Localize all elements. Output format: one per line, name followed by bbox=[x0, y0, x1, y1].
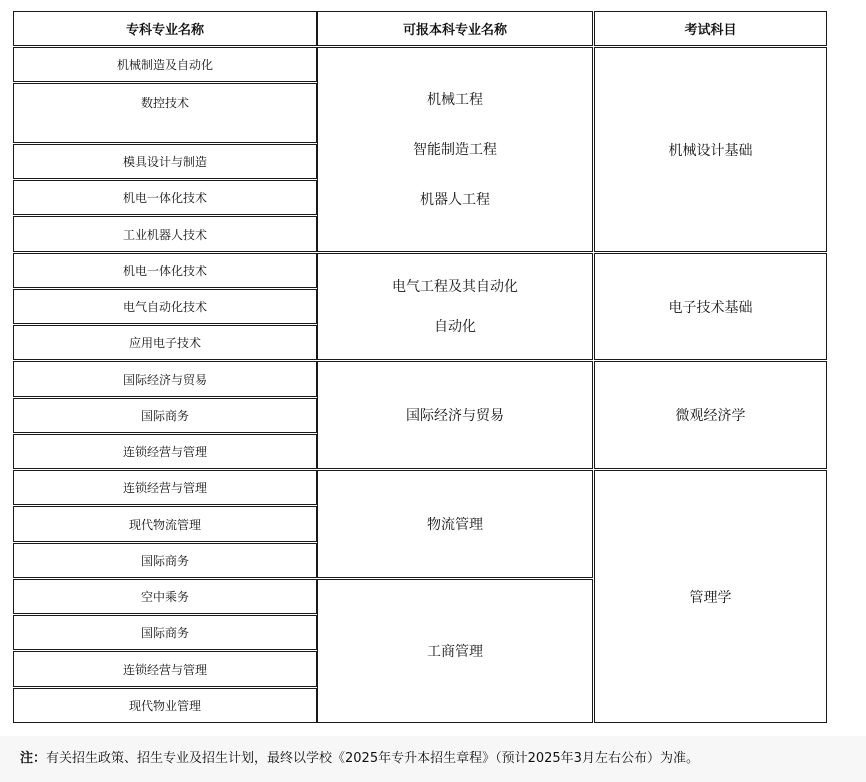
vocational-major-cell: 连锁经营与管理 bbox=[13, 434, 317, 469]
vocational-major-cell: 国际商务 bbox=[13, 615, 317, 650]
exam-subject-cell: 微观经济学 bbox=[594, 361, 827, 469]
undergraduate-major: 工商管理 bbox=[427, 644, 483, 660]
undergraduate-major: 智能制造工程 bbox=[413, 141, 497, 158]
vocational-major-cell: 现代物流管理 bbox=[13, 506, 317, 542]
vocational-major-cell: 应用电子技术 bbox=[13, 325, 317, 360]
vocational-major-cell: 空中乘务 bbox=[13, 579, 317, 614]
vocational-major-cell: 工业机器人技术 bbox=[13, 216, 317, 252]
undergraduate-major-group-logistics bbox=[317, 470, 593, 578]
undergraduate-major: 机械工程 bbox=[427, 91, 483, 108]
undergraduate-major-group-electrical bbox=[317, 253, 593, 360]
vocational-major-cell: 现代物业管理 bbox=[13, 688, 317, 723]
undergraduate-major: 自动化 bbox=[434, 318, 476, 335]
vocational-major-cell: 国际经济与贸易 bbox=[13, 361, 317, 397]
vocational-major-cell: 机电一体化技术 bbox=[13, 253, 317, 288]
vocational-major-cell: 国际商务 bbox=[13, 543, 317, 578]
undergraduate-major: 电气工程及其自动化 bbox=[392, 278, 518, 295]
header-undergraduate-major: 可报本科专业名称 bbox=[317, 11, 593, 46]
vocational-major-cell: 电气自动化技术 bbox=[13, 289, 317, 324]
header-vocational-major: 专科专业名称 bbox=[13, 11, 317, 46]
exam-subject-cell: 机械设计基础 bbox=[594, 47, 827, 252]
footnote-label: 注： bbox=[20, 751, 47, 766]
header-exam-subject: 考试科目 bbox=[594, 11, 827, 46]
vocational-major-cell: 数控技术 bbox=[13, 83, 317, 143]
vocational-major-cell: 机械制造及自动化 bbox=[13, 47, 317, 82]
vocational-major-cell: 机电一体化技术 bbox=[13, 180, 317, 215]
footnote bbox=[0, 736, 866, 782]
undergraduate-major: 机器人工程 bbox=[420, 191, 490, 208]
undergraduate-major: 国际经济与贸易 bbox=[406, 408, 504, 424]
vocational-major-cell: 连锁经营与管理 bbox=[13, 470, 317, 505]
undergraduate-major-group-trade bbox=[317, 361, 593, 469]
vocational-major-cell: 连锁经营与管理 bbox=[13, 651, 317, 687]
vocational-major-cell: 模具设计与制造 bbox=[13, 144, 317, 179]
exam-subject-cell: 管理学 bbox=[594, 470, 827, 723]
undergraduate-major: 物流管理 bbox=[427, 517, 483, 533]
undergraduate-major-group-business bbox=[317, 579, 593, 723]
vocational-major-cell: 国际商务 bbox=[13, 398, 317, 433]
footnote-text: 有关招生政策、招生专业及招生计划，最终以学校《2025年专升本招生章程》（预计2025年3月左右公布）为准。 bbox=[46, 751, 699, 766]
undergraduate-major-group-mechanical bbox=[317, 47, 593, 252]
exam-subject-cell: 电子技术基础 bbox=[594, 253, 827, 360]
